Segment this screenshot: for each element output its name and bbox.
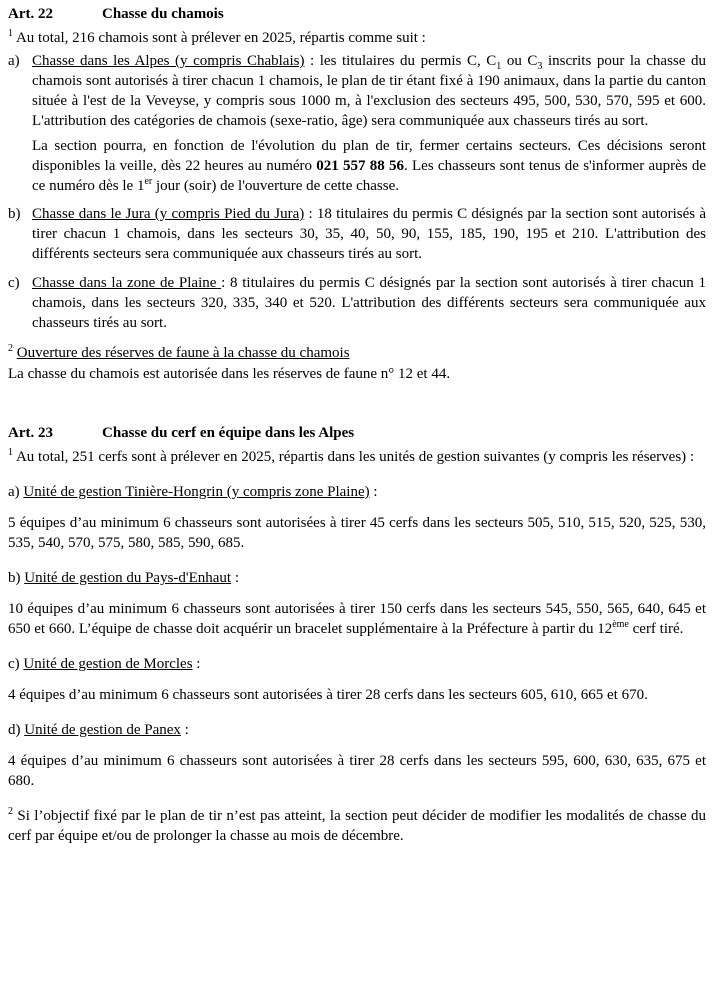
article-23-item-a-text: 5 équipes d’au minimum 6 chasseurs sont autorisées à tirer 45 cerfs dans les secteurs 505, 510, 515, 520, 525, 530, 535, 540, 570, 575, 580, 585, 590, 685. — [8, 515, 706, 551]
item-label: c) — [8, 275, 20, 291]
article-number: Art. 22 — [8, 5, 53, 22]
paragraph-number: 1 — [8, 28, 13, 39]
article-22-item-a: a) Chasse dans les Alpes (y compris Chablais) : les titulaires du permis C, $C_1$ ou $C_3$ inscrits pour la chasse du chamois sont autorisés à tirer chacun 1 chamois, le plan de tir étant fixé à 190 animaux, dans la partie du canton située à l'est de la Veveyse, y compris sous 1000 m, à l'exclusion des secteurs 495, 500, 530, 570, 595 et 600. L'attribution des catégories de chamois (sexe-ratio, âge) sera communiquée aux chasseurs tirés au sort. — [8, 53, 706, 129]
item-label: a) — [8, 53, 20, 69]
article-22-item-c: c) Chasse dans la zone de Plaine : 8 titulaires du permis C désignés par la section sont autorisés à tirer chacun 1 chamois, dans les secteurs 320, 335, 340 et 520. L'attribution des différents secteurs sera communiquée aux chasseurs tirés au sort. — [8, 275, 707, 331]
article-23-item-c-heading: c) Unité de gestion de Morcles : — [8, 656, 201, 672]
item-label: b) — [8, 206, 21, 222]
article-22-item-a-note: La section pourra, en fonction de l'évolution du plan de tir, fermer certains secteurs. Ces décisions seront disponibles la veille, dès 22 heures au numéro 021 557 88 56. Les chasseurs sont tenus de s'informer auprès de ce numéro dès le 1er jour (soir) de l'ouverture de cette chasse. — [32, 138, 707, 194]
item-heading: Chasse dans les Alpes (y compris Chablais) — [32, 53, 305, 69]
phone-number: 021 557 88 56 — [316, 158, 405, 174]
article-23-item-d-heading: d) Unité de gestion de Panex : — [8, 722, 189, 738]
article-22-section-2-heading: $^2$ Ouverture des réserves de faune à la chasse du chamois — [8, 343, 350, 361]
article-23-item-a-heading: a) Unité de gestion Tinière-Hongrin (y compris zone Plaine) : — [8, 484, 378, 500]
document-page — [8, 4, 706, 846]
article-23-item-d-text: 4 équipes d’au minimum 6 chasseurs sont autorisées à tirer 28 cerfs dans les secteurs 595, 600, 630, 635, 675 et 680. — [8, 753, 706, 789]
paragraph-number: 1 — [8, 447, 13, 458]
article-22-heading — [8, 4, 706, 24]
article-22-item-b: b) Chasse dans le Jura (y compris Pied du Jura) : 18 titulaires du permis C désignés par la section sont autorisés à tirer chacun 1 chamois, dans les secteurs 30, 35, 40, 50, 90, 155, 185, 190, 195 et 210. L'attribution des différents secteurs sera communiquée aux chasseurs tirés au sort. — [8, 206, 706, 262]
paragraph-number: 2 — [8, 343, 13, 354]
paragraph-number: 2 — [8, 806, 13, 817]
article-23-intro: $^1$ Au total, 251 cerfs sont à prélever en 2025, répartis dans les unités de gestion suivantes (y compris les réserves) : — [8, 447, 695, 465]
item-heading: Chasse dans la zone de Plaine — [32, 275, 222, 291]
article-22-intro: $^1$ Au total, 216 chamois sont à prélever en 2025, répartis comme suit : — [8, 28, 426, 46]
article-23-item-b-text: 10 équipes d’au minimum 6 chasseurs sont autorisées à tirer 150 cerfs dans les secteurs 545, 550, 565, 640, 645 et 650 et 660. L’équipe de chasse doit acquérir un bracelet supplémentaire à la Préfecture à partir du 12ème cerf tiré. — [8, 601, 706, 637]
article-number: Art. 23 — [8, 424, 53, 441]
article-23-heading — [8, 423, 706, 443]
article-23-section-2: $^2$ Si l’objectif fixé par le plan de tir n’est pas atteint, la section peut décider de modifier les modalités de chasse du cerf par équipe et/ou de prolonger la chasse au mois de décembre. — [8, 806, 706, 844]
article-title: Chasse du chamois — [102, 5, 224, 22]
article-22-section-2-text: La chasse du chamois est autorisée dans les réserves de faune n° 12 et 44. — [8, 366, 451, 382]
item-heading: Chasse dans le Jura (y compris Pied du Jura) — [32, 206, 305, 222]
article-title: Chasse du cerf en équipe dans les Alpes — [102, 424, 355, 441]
article-23-item-c-text: 4 équipes d’au minimum 6 chasseurs sont autorisées à tirer 28 cerfs dans les secteurs 605, 610, 665 et 670. — [8, 687, 648, 703]
article-23-item-b-heading: b) Unité de gestion du Pays-d'Enhaut : — [8, 570, 240, 586]
